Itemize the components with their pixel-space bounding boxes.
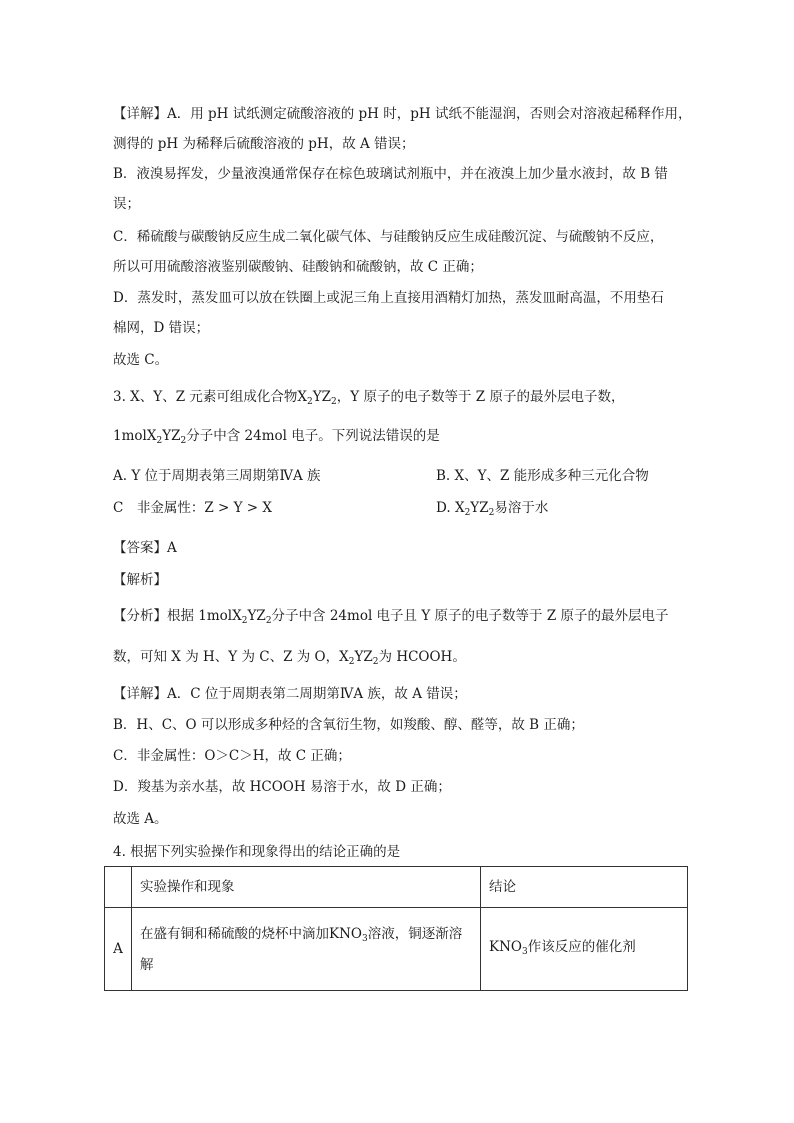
q3-detail-c: C．非金属性：O＞C＞H，故 C 正确； [113,748,351,764]
formula-kno3: $KNO_3$ [329,925,368,944]
row-operation: 在盛有铜和稀硫酸的烧杯中滴加$KNO_3$溶液，铜逐渐溶 解 [132,908,481,991]
q3-fenxi-line2: 数，可知 X 为 H、Y 为 C、Z 为 O，$X_2YZ_2$为 HCOOH。 [113,649,466,667]
detail-line-a: 【详解】A．用 pH 试纸测定硫酸溶液的 pH 时，pH 试纸不能湿润，否则会对溶液起稀释作用， [113,106,692,122]
experiment-table [104,866,688,991]
formula-x2yz2: $X_2YZ_2$ [146,428,187,446]
table-row [105,908,688,991]
row-conclusion: $KNO_3$作该反应的催化剂 [481,908,688,991]
detail-line-c: C．稀硫酸与碳酸钠反应生成二氧化碳气体、与硅酸钠反应生成硅酸沉淀、与硫酸钠不反应， [113,229,664,245]
detail-line-b: B．液溴易挥发，少量液溴通常保存在棕色玻璃试剂瓶中，并在液溴上加少量水液封，故 B 错 [113,166,668,182]
formula-x2yz2: $X_2YZ_2$ [232,608,272,626]
formula-x2yz2: $X_2YZ_2$ [339,649,379,667]
table-header-blank [105,867,132,908]
q3-option-c: C 非金属性：Z > Y > X [113,500,273,516]
table-header-conclusion: 结论 [481,867,688,908]
q3-detail-a: 【详解】A．C 位于周期表第二周期第ⅣA 族，故 A 错误； [113,686,467,702]
formula-x2yz2: $X_2YZ_2$ [297,389,337,407]
q3-stem-a: 3. X、Y、Z 元素可组成化合物 [113,389,298,405]
q3-option-a: A. Y 位于周期表第三周期第ⅣA 族 [113,468,321,484]
detail-line-c-cont: 所以可用硫酸溶液鉴别碳酸钠、硅酸钠和硫酸钠，故 C 正确； [113,259,483,275]
q3-option-d: D. $X_2YZ_2$易溶于水 [436,500,549,518]
detail-line-a-cont: 测得的 pH 为稀释后硫酸溶液的 pH，故 A 错误； [113,136,415,152]
detail-line-d-cont: 棉网，D 错误； [113,320,210,336]
detail-line-b-cont: 误； [113,196,140,212]
q3-option-b: B. X、Y、Z 能形成多种三元化合物 [436,468,649,484]
q3-stem-b: ，Y 原子的电子数等于 Z 原子的最外层电子数， [336,389,625,405]
q3-stem-line2: $1molX_2YZ_2$分子中含 24mol 电子。下列说法错误的是 [113,428,440,446]
q4-stem: 4. 根据下列实验操作和现象得出的结论正确的是 [113,844,401,860]
formula-kno3: $KNO_3$ [489,938,528,957]
row-label: A [105,908,132,991]
table-header-operation: 实验操作和现象 [132,867,481,908]
q3-detail-b: B．H、C、O 可以形成多种烃的含氧衍生物，如羧酸、醇、醛等，故 B 正确； [113,717,584,733]
detail-line-d: D．蒸发时，蒸发皿可以放在铁圈上或泥三角上直接用酒精灯加热，蒸发皿耐高温，不用垫石 [113,290,664,306]
q3-answer: 【答案】A [113,540,177,556]
formula-x2yz2: $X_2YZ_2$ [454,500,495,518]
q3-stem-line1 [113,387,624,412]
detail-conclusion: 故选 C。 [113,352,169,368]
table-header-row [105,867,688,908]
q3-detail-d: D．羧基为亲水基，故 HCOOH 易溶于水，故 D 正确； [113,779,451,795]
q3-detail-conclusion: 故选 A。 [113,811,168,827]
q3-fenxi-line1: 【分析】根据 $1molX_2YZ_2$分子中含 24mol 电子且 Y 原子的电子数等于 Z 原子的最外层电子 [113,608,669,626]
q3-analysis-label: 【解析】 [113,572,167,588]
